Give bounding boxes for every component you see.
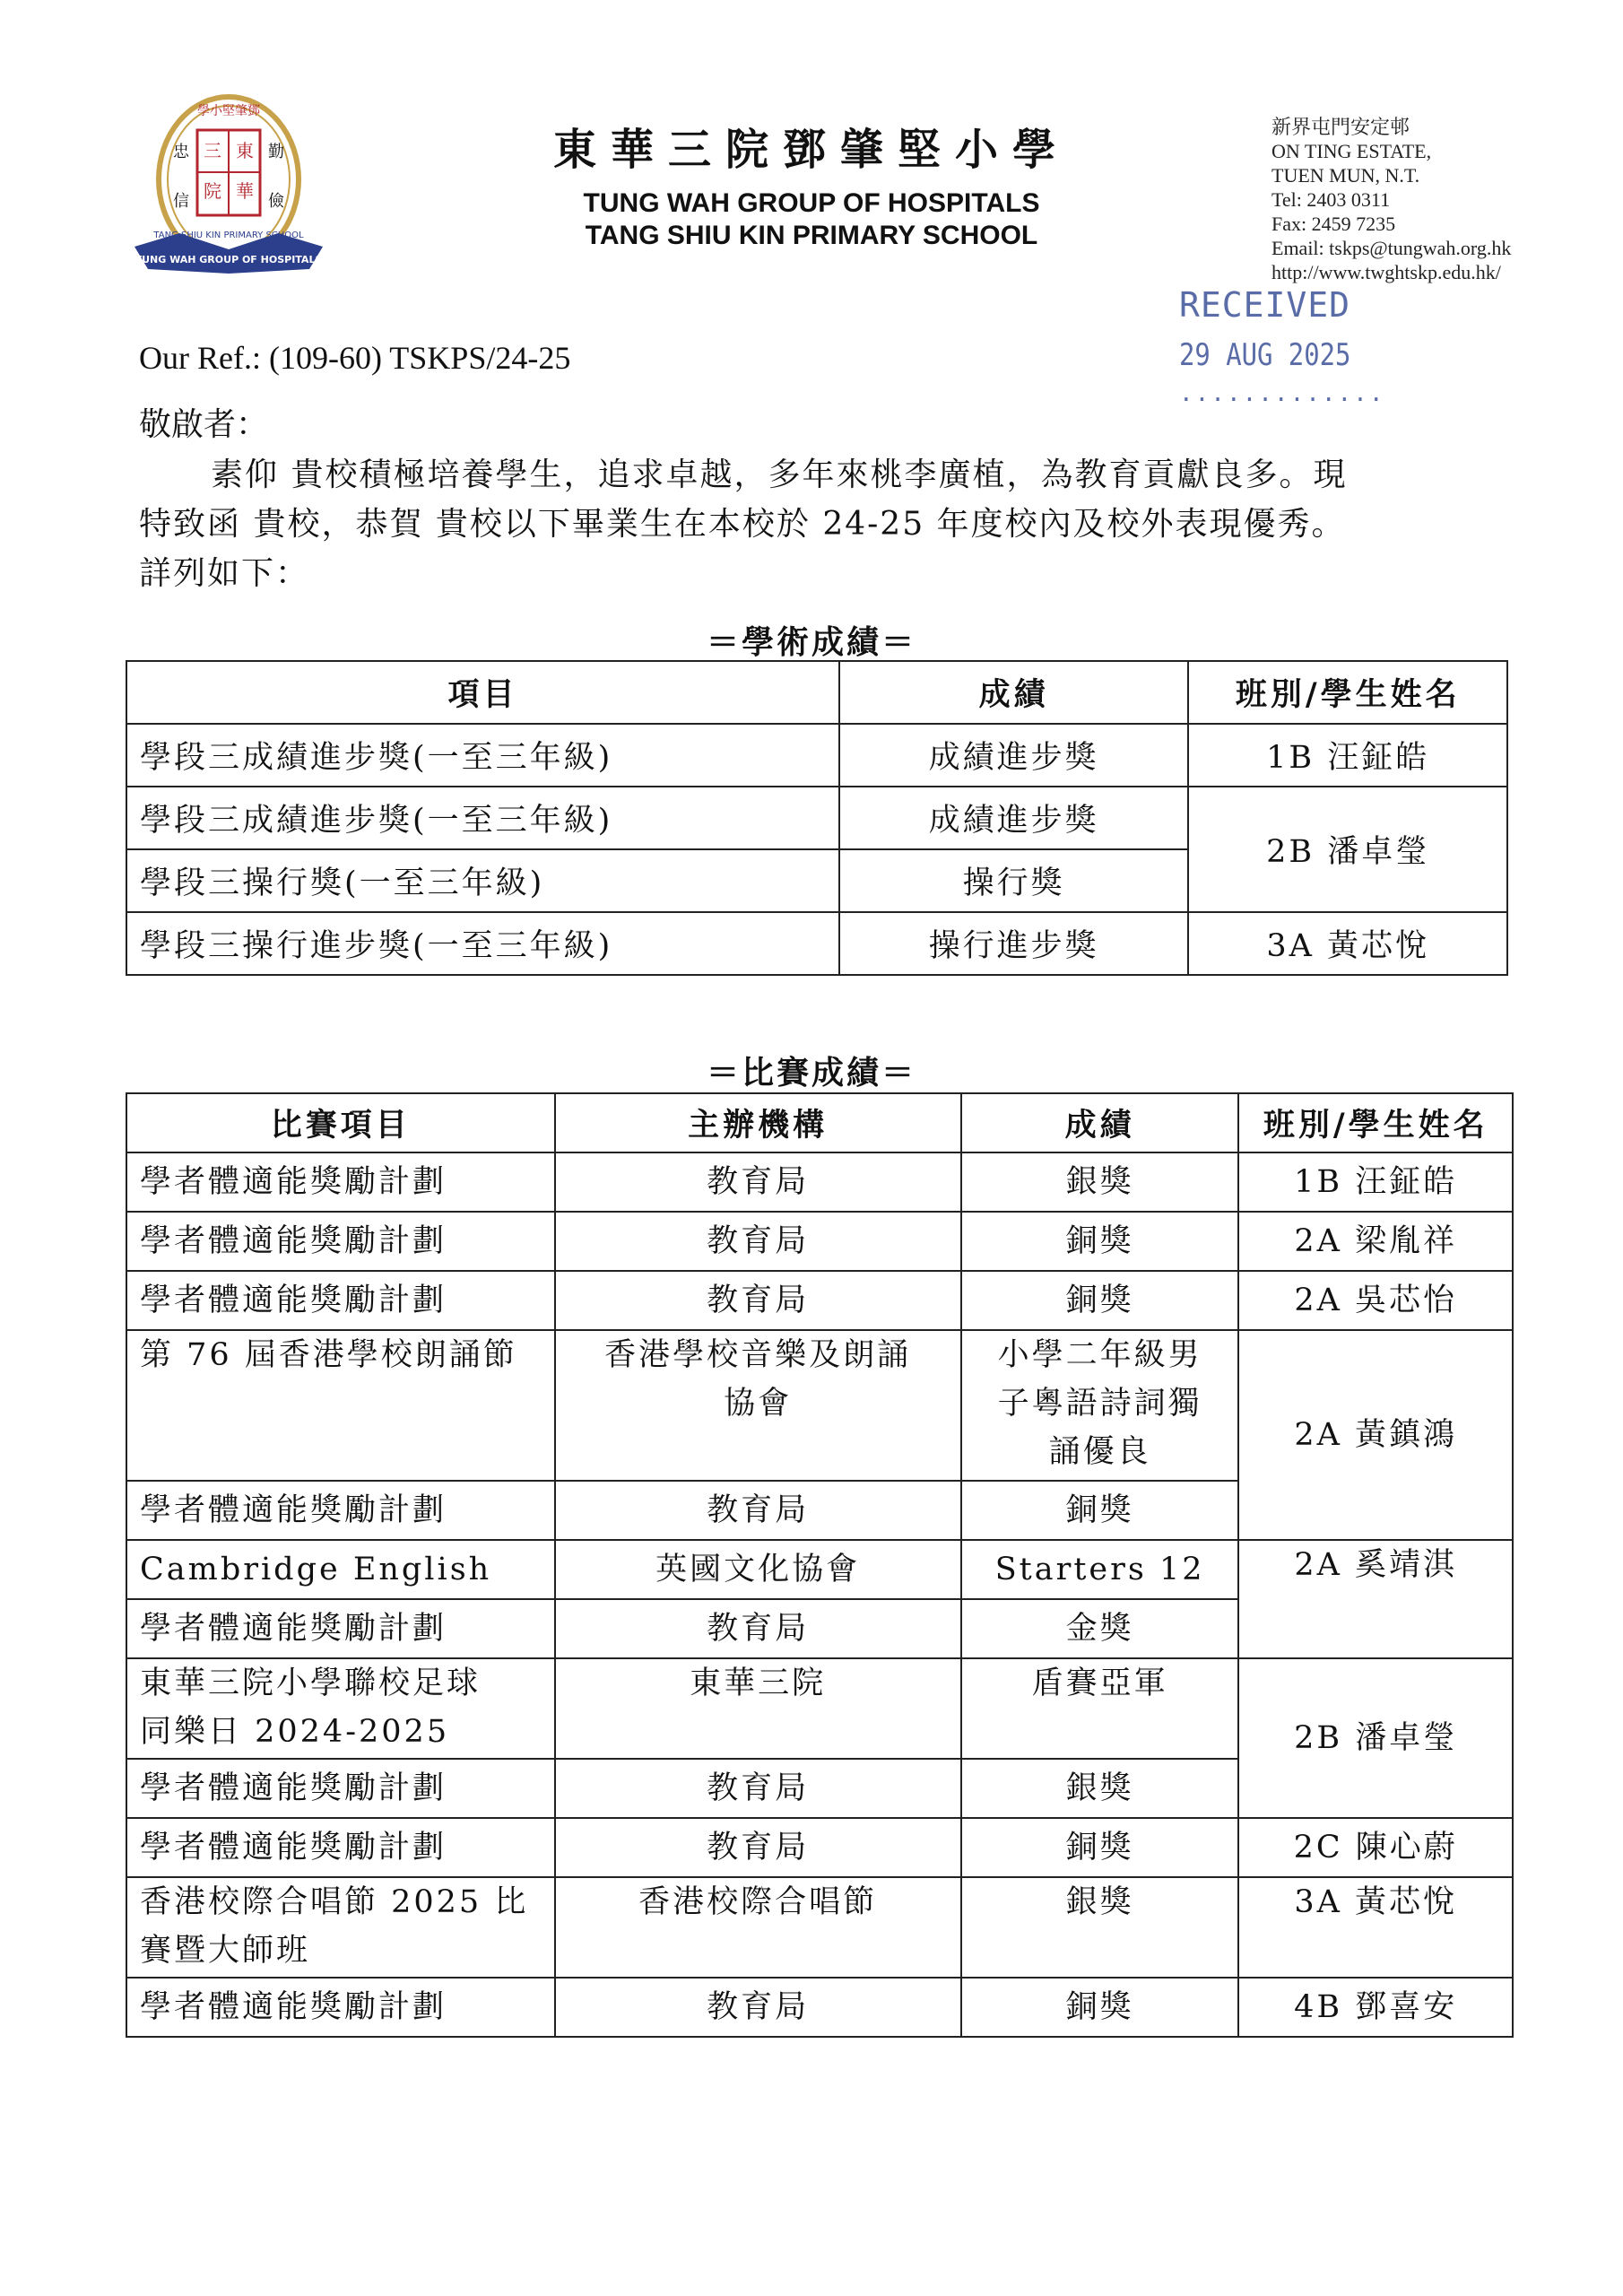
received-stamp — [1179, 285, 1385, 407]
item-cell — [126, 1658, 555, 1759]
item-cell: 學者體適能獎勵計劃 — [126, 1759, 555, 1818]
student-cell: 2A 奚靖淇 — [1238, 1540, 1513, 1658]
item-line: 東華三院小學聯校足球 — [140, 1665, 482, 1701]
student-cell: 3A 黃芯悅 — [1238, 1877, 1513, 1978]
header-cell: 成績 — [839, 661, 1188, 724]
org-cell: 英國文化協會 — [555, 1540, 961, 1599]
logo-ring-text: TANG SHIU KIN PRIMARY SCHOOL — [153, 230, 304, 240]
header-cell: 主辦機構 — [555, 1093, 961, 1152]
address-line: ON TING ESTATE, — [1271, 140, 1432, 162]
org-cell — [555, 1330, 961, 1481]
result-cell: 成績進步獎 — [839, 787, 1188, 849]
logo-char: 儉 — [268, 192, 284, 211]
school-name-english-line2: TANG SHIU KIN PRIMARY SCHOOL — [585, 221, 1038, 250]
org-cell: 教育局 — [555, 1152, 961, 1212]
result-line: 誦優良 — [1048, 1434, 1151, 1470]
table-header-row — [126, 1093, 1513, 1152]
item-cell: 學段三操行獎(一至三年級) — [126, 849, 839, 912]
student-cell: 2A 黃鎮鴻 — [1238, 1330, 1513, 1540]
result-cell: 盾賽亞軍 — [961, 1658, 1239, 1759]
result-cell: 銀獎 — [961, 1759, 1239, 1818]
header-cell: 項目 — [126, 661, 839, 724]
result-cell: 操行進步獎 — [839, 912, 1188, 975]
result-line: 子粵語詩詞獨 — [997, 1386, 1202, 1422]
item-cell: Cambridge English — [126, 1540, 555, 1599]
table-row — [126, 1658, 1513, 1759]
logo-char: 信 — [173, 192, 189, 211]
org-cell: 教育局 — [555, 1759, 961, 1818]
student-cell: 1B 汪鉦皓 — [1188, 724, 1507, 787]
student-cell: 2B 潘卓瑩 — [1188, 787, 1507, 912]
org-cell: 教育局 — [555, 1271, 961, 1330]
table-row — [126, 1540, 1513, 1599]
logo-char: 三 — [204, 140, 221, 161]
student-cell: 2B 潘卓瑩 — [1238, 1658, 1513, 1818]
stamp-date: 29 AUG 2025 — [1179, 337, 1351, 373]
logo-ribbon-text: TUNG WAH GROUP OF HOSPITALS — [135, 254, 323, 265]
item-line: 賽暨大師班 — [140, 1933, 311, 1969]
table-row — [126, 1818, 1513, 1877]
table-row — [126, 1877, 1513, 1978]
result-cell: 金獎 — [961, 1599, 1239, 1658]
logo-char: 院 — [204, 180, 221, 202]
org-cell: 教育局 — [555, 1212, 961, 1271]
item-line: 同樂日 2024-2025 — [140, 1714, 450, 1750]
academic-results-table — [126, 660, 1508, 976]
org-line: 香港學校音樂及朗誦 — [604, 1337, 912, 1373]
table-row — [126, 1330, 1513, 1481]
org-cell: 教育局 — [555, 1481, 961, 1540]
table-row — [126, 912, 1507, 975]
reference-number: Our Ref.: (109-60) TSKPS/24-25 — [139, 340, 571, 376]
student-cell: 3A 黃芯悅 — [1188, 912, 1507, 975]
school-name-english-line1: TUNG WAH GROUP OF HOSPITALS — [583, 188, 1040, 218]
table-row — [126, 1212, 1513, 1271]
logo-char: 華 — [236, 180, 254, 202]
item-cell — [126, 1877, 555, 1978]
result-cell: 銅獎 — [961, 1978, 1239, 2037]
table-row — [126, 1271, 1513, 1330]
header-cell: 成績 — [961, 1093, 1239, 1152]
student-cell: 2A 吳芯怡 — [1238, 1271, 1513, 1330]
item-cell: 學段三操行進步獎(一至三年級) — [126, 912, 839, 975]
header-cell: 比賽項目 — [126, 1093, 555, 1152]
item-cell: 學者體適能獎勵計劃 — [126, 1481, 555, 1540]
table-row — [126, 1978, 1513, 2037]
logo-char: 忠 — [173, 143, 189, 161]
address-line: Tel: 2403 0311 — [1271, 188, 1391, 211]
item-cell: 學者體適能獎勵計劃 — [126, 1599, 555, 1658]
table-row — [126, 724, 1507, 787]
result-cell: 銀獎 — [961, 1877, 1239, 1978]
intro-line: 特致函 貴校，恭賀 貴校以下畢業生在本校於 24-25 年度校內及校外表現優秀。 — [139, 506, 1346, 543]
org-cell: 教育局 — [555, 1978, 961, 2037]
result-cell: Starters 12 — [961, 1540, 1239, 1599]
result-cell: 銅獎 — [961, 1271, 1239, 1330]
result-cell: 銀獎 — [961, 1152, 1239, 1212]
intro-line: 詳列如下： — [139, 555, 310, 592]
org-cell: 香港校際合唱節 — [555, 1877, 961, 1978]
item-cell: 學段三成績進步獎(一至三年級) — [126, 787, 839, 849]
logo-char: 勤 — [268, 143, 284, 161]
student-cell: 2C 陳心蔚 — [1238, 1818, 1513, 1877]
logo-char: 東 — [236, 140, 254, 161]
stamp-dots: ............. — [1179, 380, 1385, 407]
address-line: Fax: 2459 7235 — [1271, 213, 1396, 235]
item-cell: 學者體適能獎勵計劃 — [126, 1271, 555, 1330]
result-line: 小學二年級男 — [997, 1337, 1202, 1373]
item-cell: 第 76 屆香港學校朗誦節 — [126, 1330, 555, 1481]
org-cell: 東華三院 — [555, 1658, 961, 1759]
item-cell: 學者體適能獎勵計劃 — [126, 1212, 555, 1271]
header-cell: 班別/學生姓名 — [1238, 1093, 1513, 1152]
item-line: 香港校際合唱節 2025 比 — [140, 1884, 529, 1920]
intro-line: 素仰 貴校積極培養學生，追求卓越，多年來桃李廣植，為教育貢獻良多。現 — [211, 457, 1348, 493]
school-name-chinese: 東華三院鄧肇堅小學 — [552, 125, 1070, 175]
school-address — [1271, 115, 1612, 284]
address-line: TUEN MUN, N.T. — [1271, 164, 1420, 187]
competition-results-table — [126, 1092, 1514, 2038]
result-cell: 銅獎 — [961, 1481, 1239, 1540]
org-cell: 教育局 — [555, 1818, 961, 1877]
result-cell — [961, 1330, 1239, 1481]
salutation: 敬啟者： — [139, 406, 269, 443]
table-header-row — [126, 661, 1507, 724]
table-row — [126, 1152, 1513, 1212]
logo-top-text: 學小堅肇鄧 — [197, 104, 260, 118]
result-cell: 成績進步獎 — [839, 724, 1188, 787]
student-cell: 1B 汪鉦皓 — [1238, 1152, 1513, 1212]
table-row — [126, 787, 1507, 849]
address-line: http://www.twghtskp.edu.hk/ — [1271, 261, 1501, 283]
item-cell: 學者體適能獎勵計劃 — [126, 1152, 555, 1212]
student-cell: 4B 鄧喜安 — [1238, 1978, 1513, 2037]
result-cell: 銅獎 — [961, 1212, 1239, 1271]
header-cell: 班別/學生姓名 — [1188, 661, 1507, 724]
competition-section-title: ＝比賽成績＝ — [706, 1054, 916, 1091]
address-line: 新界屯門安定邨 — [1271, 116, 1410, 138]
address-line: Email: tskps@tungwah.org.hk — [1271, 237, 1512, 259]
intro-paragraph — [139, 450, 1502, 598]
student-cell: 2A 梁胤祥 — [1238, 1212, 1513, 1271]
item-cell: 學段三成績進步獎(一至三年級) — [126, 724, 839, 787]
stamp-received-label: RECEIVED — [1179, 285, 1351, 325]
org-line: 協會 — [724, 1386, 793, 1422]
item-cell: 學者體適能獎勵計劃 — [126, 1978, 555, 2037]
result-cell: 銅獎 — [961, 1818, 1239, 1877]
result-cell: 操行獎 — [839, 849, 1188, 912]
academic-section-title: ＝學術成績＝ — [706, 623, 916, 661]
org-cell: 教育局 — [555, 1599, 961, 1658]
item-cell: 學者體適能獎勵計劃 — [126, 1818, 555, 1877]
